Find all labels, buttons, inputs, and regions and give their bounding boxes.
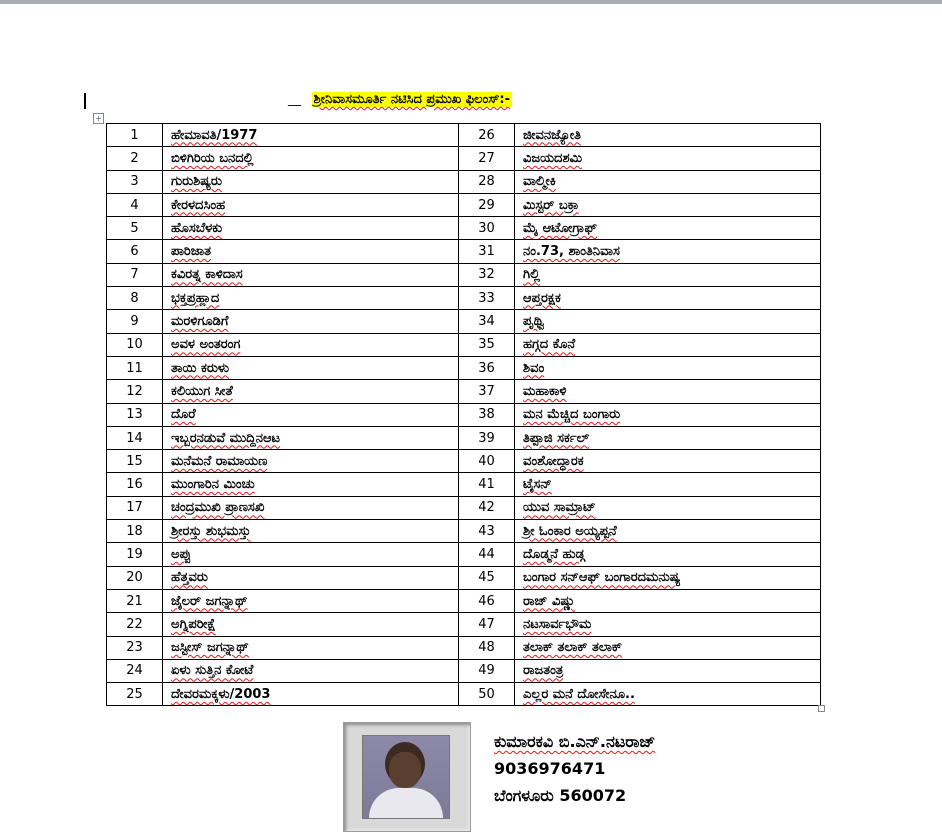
table-cell xyxy=(107,147,163,170)
table-cell xyxy=(163,217,459,240)
table-cell xyxy=(163,287,459,310)
film-number-right: 45 xyxy=(478,570,495,586)
film-title-right: ಶ್ರೀ ಓಂಕಾರ ಅಯ್ಯಪ್ಪನೆ xyxy=(523,523,617,539)
table-cell xyxy=(459,543,515,566)
film-number-right: 48 xyxy=(478,640,495,656)
author-city: ಬೆಂಗಳೂರು 560072 xyxy=(494,786,627,805)
table-cell xyxy=(459,450,515,473)
film-number-left: 6 xyxy=(130,244,139,260)
film-number-left: 17 xyxy=(126,500,143,516)
table-row xyxy=(107,170,821,193)
film-number-right: 37 xyxy=(478,383,495,399)
table-cell xyxy=(163,589,459,612)
table-cell xyxy=(459,426,515,449)
title-text: ಶ್ರೀನಿವಾಸಮೂರ್ತಿ ನಟಿಸಿದ ಪ್ರಮುಖ ಫಿಲಂಸ್:- xyxy=(313,92,511,107)
film-title-right: ಮಿಸ್ಟರ್ ಬಕ್ರಾ xyxy=(523,197,579,213)
film-title-left: ಅವಳ ಅಂತರಂಗ xyxy=(171,337,241,353)
table-cell xyxy=(107,520,163,543)
table-cell xyxy=(107,473,163,496)
table-cell xyxy=(107,450,163,473)
film-title-left: ಏಳು ಸುತ್ತಿನ ಕೋಟೆ xyxy=(171,663,254,679)
film-number-left: 23 xyxy=(126,640,143,656)
film-number-left: 20 xyxy=(126,570,143,586)
film-title-left: ಕೇರಳದಸಿಂಹ xyxy=(171,197,226,213)
table-row xyxy=(107,589,821,612)
film-title-left: ಮರಳಿಗೂಡಿಗೆ xyxy=(171,314,229,330)
table-cell xyxy=(459,380,515,403)
film-number-left: 24 xyxy=(126,663,143,679)
table-cell xyxy=(515,426,821,449)
film-title-left: ಕಲಿಯುಗ ಸೀತೆ xyxy=(171,383,233,399)
table-cell xyxy=(459,217,515,240)
film-number-left: 12 xyxy=(126,383,143,399)
film-title-left: ಶ್ರೀರಸ್ತು ಶುಭಮಸ್ತು xyxy=(171,523,251,539)
table-row xyxy=(107,380,821,403)
film-title-right: ಟೈಸನ್ xyxy=(523,477,552,493)
table-cell xyxy=(163,380,459,403)
table-cell xyxy=(163,473,459,496)
table-cell xyxy=(515,124,821,147)
film-title-right: ತಲಾಕ್ ತಲಾಕ್ ತಲಾಕ್ xyxy=(523,640,622,656)
author-info xyxy=(494,728,655,809)
table-row xyxy=(107,520,821,543)
table-cell xyxy=(107,636,163,659)
text-cursor xyxy=(84,93,86,109)
film-number-right: 40 xyxy=(478,453,495,469)
table-cell xyxy=(107,589,163,612)
table-move-handle-icon[interactable]: + xyxy=(93,113,104,124)
film-title-right: ಪೃಥ್ವಿ xyxy=(523,314,545,330)
table-cell xyxy=(107,496,163,519)
film-number-left: 15 xyxy=(126,453,143,469)
table-row xyxy=(107,683,821,706)
film-number-right: 50 xyxy=(478,686,495,702)
table-cell xyxy=(163,543,459,566)
table-cell xyxy=(107,613,163,636)
film-number-left: 25 xyxy=(126,686,143,702)
table-cell xyxy=(459,310,515,333)
table-cell xyxy=(459,333,515,356)
table-cell xyxy=(107,240,163,263)
film-number-left: 16 xyxy=(126,477,143,493)
table-cell xyxy=(163,520,459,543)
table-cell xyxy=(163,613,459,636)
film-title-left: ಹೇಮಾವತಿ/1977 xyxy=(171,127,258,143)
film-number-right: 34 xyxy=(478,314,495,330)
table-cell xyxy=(515,613,821,636)
table-cell xyxy=(459,566,515,589)
table-cell xyxy=(515,543,821,566)
table-row xyxy=(107,333,821,356)
film-title-left: ಜಸ್ಟೀಸ್ ಜಗನ್ನಾಥ್ xyxy=(171,640,249,656)
table-cell xyxy=(107,263,163,286)
table-cell xyxy=(515,240,821,263)
table-cell xyxy=(515,333,821,356)
table-cell xyxy=(515,147,821,170)
film-number-left: 14 xyxy=(126,430,143,446)
table-row xyxy=(107,566,821,589)
table-row xyxy=(107,124,821,147)
film-number-left: 1 xyxy=(130,127,139,143)
film-number-left: 4 xyxy=(130,197,139,213)
table-cell xyxy=(515,356,821,379)
table-cell xyxy=(515,473,821,496)
table-cell xyxy=(163,240,459,263)
film-title-left: ಕವಿರತ್ನ ಕಾಳಿದಾಸ xyxy=(171,267,243,283)
table-cell xyxy=(107,124,163,147)
table-cell xyxy=(107,659,163,682)
table-cell xyxy=(163,426,459,449)
table-row xyxy=(107,310,821,333)
table-cell xyxy=(515,450,821,473)
table-row xyxy=(107,403,821,426)
table-cell xyxy=(163,147,459,170)
table-row xyxy=(107,659,821,682)
table-cell xyxy=(163,683,459,706)
film-title-right: ಶಿವಂ xyxy=(523,360,545,376)
table-cell xyxy=(459,147,515,170)
film-number-right: 26 xyxy=(478,127,495,143)
film-title-left: ಜೈಲರ್ ಜಗನ್ನಾಥ್ xyxy=(171,593,248,609)
table-cell xyxy=(459,659,515,682)
film-number-left: 7 xyxy=(130,267,139,283)
film-title-left: ಹೊಸಬೆಳಕು xyxy=(171,220,223,236)
film-title-right: ತಿಪ್ಪಾಜಿ ಸರ್ಕಲ್ xyxy=(523,430,590,446)
table-cell xyxy=(459,589,515,612)
film-number-right: 41 xyxy=(478,477,495,493)
film-number-left: 19 xyxy=(126,546,143,562)
table-cell xyxy=(515,193,821,216)
film-title-right: ವಂಶೋದ್ಧಾರಕ xyxy=(523,453,584,469)
table-row xyxy=(107,473,821,496)
film-number-left: 10 xyxy=(126,337,143,353)
film-title-left: ದೊರೆ xyxy=(171,407,196,423)
table-cell xyxy=(107,170,163,193)
film-number-right: 44 xyxy=(478,546,495,562)
film-number-right: 28 xyxy=(478,174,495,190)
table-row xyxy=(107,636,821,659)
film-number-left: 21 xyxy=(126,593,143,609)
film-title-left: ಬಿಳಿಗಿರಿಯ ಬನದಲ್ಲಿ xyxy=(171,150,254,166)
film-title-right: ಜೀವನಜ್ಯೋತಿ xyxy=(523,127,582,143)
table-cell xyxy=(459,496,515,519)
table-cell xyxy=(515,566,821,589)
table-cell xyxy=(107,356,163,379)
table-cell xyxy=(107,217,163,240)
table-row xyxy=(107,193,821,216)
table-cell xyxy=(163,496,459,519)
film-number-left: 9 xyxy=(130,314,139,330)
film-number-left: 2 xyxy=(130,150,139,166)
author-photo xyxy=(362,735,450,819)
film-title-left: ಹೆತ್ತವರು xyxy=(171,570,208,586)
table-cell xyxy=(459,356,515,379)
table-cell xyxy=(515,263,821,286)
film-number-left: 22 xyxy=(126,616,143,632)
film-title-right: ಆಪ್ತರಕ್ಷಕ xyxy=(523,290,561,306)
film-number-right: 36 xyxy=(478,360,495,376)
table-resize-handle[interactable] xyxy=(818,705,825,712)
table-row xyxy=(107,147,821,170)
films-table xyxy=(106,123,821,706)
film-number-left: 3 xyxy=(130,174,139,190)
table-row xyxy=(107,426,821,449)
table-row xyxy=(107,450,821,473)
table-row xyxy=(107,543,821,566)
film-title-right: ನಂ.73, ಶಾಂತಿನಿವಾಸ xyxy=(523,244,620,260)
film-number-left: 5 xyxy=(130,220,139,236)
table-cell xyxy=(515,170,821,193)
film-number-right: 29 xyxy=(478,197,495,213)
film-number-right: 47 xyxy=(478,616,495,632)
film-number-right: 39 xyxy=(478,430,495,446)
table-cell xyxy=(163,333,459,356)
film-number-right: 27 xyxy=(478,150,495,166)
film-number-left: 13 xyxy=(126,407,143,423)
film-title-right: ದೊಡ್ಮನೆ ಹುಡ್ಗ xyxy=(523,546,585,562)
table-row xyxy=(107,356,821,379)
film-title-right: ಎಲ್ಲರ ಮನೆ ದೋಸೇನೂ.. xyxy=(523,686,635,702)
film-title-right: ರಾಜತಂತ್ರ xyxy=(523,663,564,679)
table-cell xyxy=(107,193,163,216)
table-cell xyxy=(163,193,459,216)
table-cell xyxy=(515,589,821,612)
table-cell xyxy=(459,683,515,706)
table-cell xyxy=(459,170,515,193)
film-number-right: 31 xyxy=(478,244,495,260)
table-cell xyxy=(163,170,459,193)
film-title-left: ತಾಯಿ ಕರುಳು xyxy=(171,360,230,376)
table-cell xyxy=(107,426,163,449)
table-cell xyxy=(515,287,821,310)
film-title-right: ಹಗ್ಗದ ಕೊನೆ xyxy=(523,337,576,353)
table-cell xyxy=(459,193,515,216)
table-cell xyxy=(107,333,163,356)
film-title-right: ಮೈ ಆಟೋಗ್ರಾಫ್ xyxy=(523,220,597,236)
table-cell xyxy=(163,356,459,379)
film-title-right: ಬಂಗಾರ ಸನ್ಆಫ್ ಬಂಗಾರದಮನುಷ್ಯ xyxy=(523,570,681,586)
table-row xyxy=(107,287,821,310)
film-number-right: 30 xyxy=(478,220,495,236)
table-cell xyxy=(163,566,459,589)
film-number-right: 35 xyxy=(478,337,495,353)
film-number-right: 42 xyxy=(478,500,495,516)
author-photo-frame xyxy=(343,722,471,832)
table-cell xyxy=(107,287,163,310)
film-title-left: ಪಾರಿಜಾತ xyxy=(171,244,212,260)
table-cell xyxy=(459,613,515,636)
film-title-left: ಮನೆಮನೆ ರಾಮಾಯಣ xyxy=(171,453,268,469)
table-row xyxy=(107,240,821,263)
author-name: ಕುಮಾರಕವಿ ಬಿ.ಎನ್.ನಟರಾಜ್ xyxy=(494,732,656,751)
table-cell xyxy=(515,310,821,333)
table-cell xyxy=(515,636,821,659)
table-cell xyxy=(163,636,459,659)
film-title-left: ಮುಂಗಾರಿನ ಮಿಂಚು xyxy=(171,477,255,493)
table-cell xyxy=(459,263,515,286)
table-cell xyxy=(107,543,163,566)
table-cell xyxy=(515,403,821,426)
table-cell xyxy=(459,124,515,147)
table-cell xyxy=(163,403,459,426)
film-title-left: ಭಕ್ತಪ್ರಹ್ಲಾದ xyxy=(171,290,220,306)
film-title-right: ವಿಜಯದಶಮಿ xyxy=(523,150,582,166)
table-cell xyxy=(163,310,459,333)
table-cell xyxy=(459,240,515,263)
title-prefix: __ xyxy=(288,92,301,107)
film-number-right: 46 xyxy=(478,593,495,609)
table-row xyxy=(107,217,821,240)
film-number-left: 11 xyxy=(126,360,143,376)
table-cell xyxy=(459,403,515,426)
film-title-right: ನಟಸಾರ್ವಭೌಮ xyxy=(523,616,592,632)
table-cell xyxy=(515,217,821,240)
table-cell xyxy=(515,683,821,706)
table-cell xyxy=(515,659,821,682)
film-number-right: 43 xyxy=(478,523,495,539)
film-number-right: 38 xyxy=(478,407,495,423)
film-title-left: ದೇವರಮಕ್ಕಳು/2003 xyxy=(171,686,271,702)
page-title xyxy=(288,92,512,112)
table-row xyxy=(107,263,821,286)
table-cell xyxy=(163,124,459,147)
film-title-right: ರಾಜ್ ವಿಷ್ಣು xyxy=(523,593,576,609)
table-row xyxy=(107,496,821,519)
table-cell xyxy=(459,636,515,659)
table-row xyxy=(107,613,821,636)
table-cell xyxy=(107,310,163,333)
film-title-left: ಗುರುಶಿಷ್ಯರು xyxy=(171,174,222,190)
table-cell xyxy=(163,263,459,286)
film-title-left: ಅಪ್ಪು xyxy=(171,546,192,562)
table-cell xyxy=(459,473,515,496)
film-title-right: ಮಹಾಕಾಳಿ xyxy=(523,383,567,399)
author-phone: 9036976471 xyxy=(494,759,606,778)
film-title-right: ವಾಲ್ಮೀಕಿ xyxy=(523,174,556,190)
film-number-right: 32 xyxy=(478,267,495,283)
film-number-right: 33 xyxy=(478,290,495,306)
table-cell xyxy=(107,380,163,403)
film-number-left: 18 xyxy=(126,523,143,539)
table-cell xyxy=(163,450,459,473)
film-title-left: ಚಂದ್ರಮುಖಿ ಪ್ರಾಣಸಖಿ xyxy=(171,500,265,516)
film-title-right: ಮನ ಮೆಚ್ಚಿದ ಬಂಗಾರು xyxy=(523,407,621,423)
film-title-left: ಅಗ್ನಿಪರೀಕ್ಷೆ xyxy=(171,616,216,632)
table-cell xyxy=(107,683,163,706)
film-title-left: ಇಬ್ಬರನಡುವೆ ಮುದ್ದಿನಆಟ xyxy=(171,430,281,446)
table-cell xyxy=(163,659,459,682)
film-number-right: 49 xyxy=(478,663,495,679)
table-cell xyxy=(515,496,821,519)
film-number-left: 8 xyxy=(130,290,139,306)
table-cell xyxy=(515,520,821,543)
window-top-border xyxy=(0,0,942,4)
table-cell xyxy=(107,403,163,426)
table-cell xyxy=(459,520,515,543)
film-title-right: ಯುವ ಸಾಮ್ರಾಟ್ xyxy=(523,500,596,516)
table-cell xyxy=(459,287,515,310)
table-cell xyxy=(515,380,821,403)
table-cell xyxy=(107,566,163,589)
film-title-right: ಗಿಲ್ಲಿ xyxy=(523,267,540,283)
